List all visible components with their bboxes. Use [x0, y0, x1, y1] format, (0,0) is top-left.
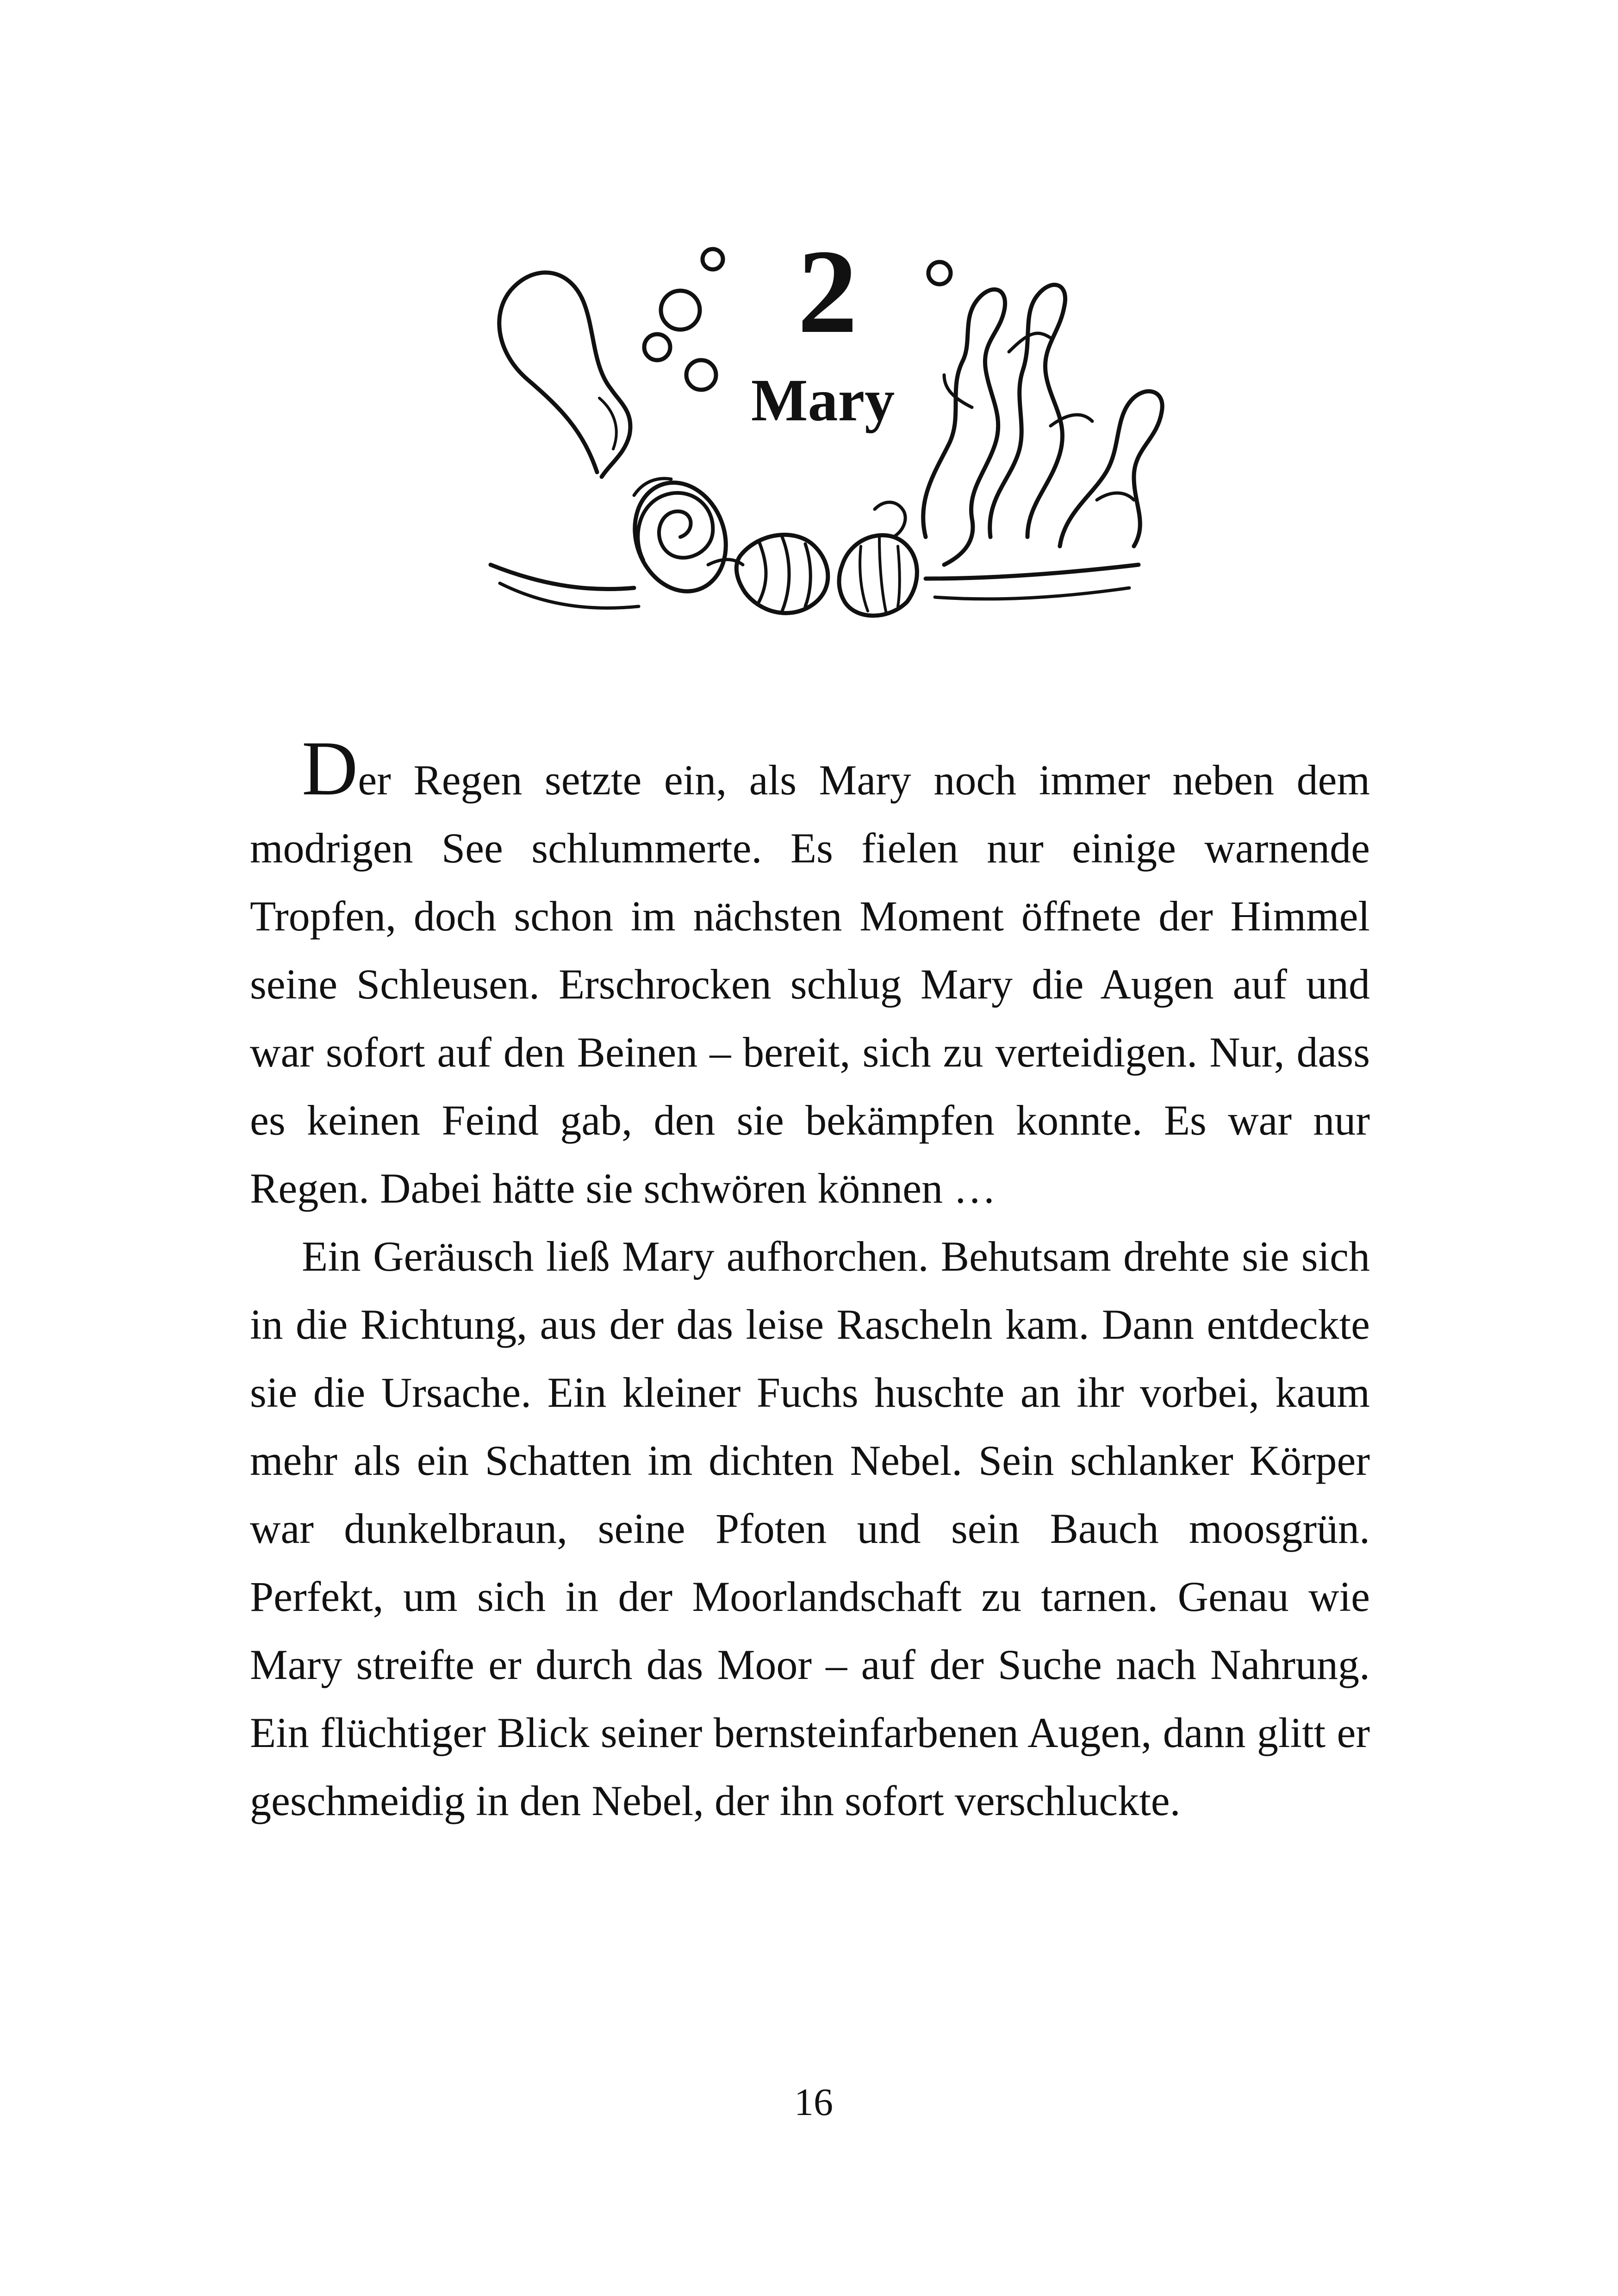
chapter-body [250, 725, 1370, 1835]
paragraph-1-text: er Regen setzte ein, als Mary noch immer neben dem modrigen See schlummerte. Es fielen nur einige warnende Tropfen, doch schon im nächsten Moment öffnete der Himmel seine Schleusen. Erschrocken schlug Mary die Augen auf und war sofort auf den Beinen – bereit, sich zu verteidigen. Nur, dass es keinen Feind gab, den sie bekämpfen konnte. Es war nur Regen. Dabei hätte sie schwören können … [250, 756, 1370, 1212]
spiral-shell-icon [620, 470, 741, 605]
seafloor-line [926, 565, 1139, 579]
paragraph-1 [250, 725, 1370, 1223]
chapter-number: 2 [797, 225, 858, 358]
seafloor-line [491, 565, 634, 589]
paragraph-2: Ein Geräusch ließ Mary aufhorchen. Behutsam drehte sie sich in die Richtung, aus der das leise Rascheln kam. Dann entdeckte sie die Ursache. Ein kleiner Fuchs huschte an ihr vorbei, kaum mehr als ein Schatten im dichten Nebel. Sein schlanker Körper war dunkelbraun, seine Pfoten und sein Bauch moosgrün. Perfekt, um sich in der Moorlandschaft zu tarnen. Genau wie Mary streifte er durch das Moor – auf der Suche nach Nahrung. Ein flüchtiger Blick seiner bernsteinfarbenen Augen, dann glitt er geschmeidig in den Nebel, der ihn sofort verschluckte. [250, 1233, 1370, 1824]
scallop-shell-icon [839, 502, 917, 616]
drop-cap: D [302, 725, 358, 811]
page-number: 16 [794, 2081, 833, 2124]
chapter-title: Mary [751, 367, 895, 434]
